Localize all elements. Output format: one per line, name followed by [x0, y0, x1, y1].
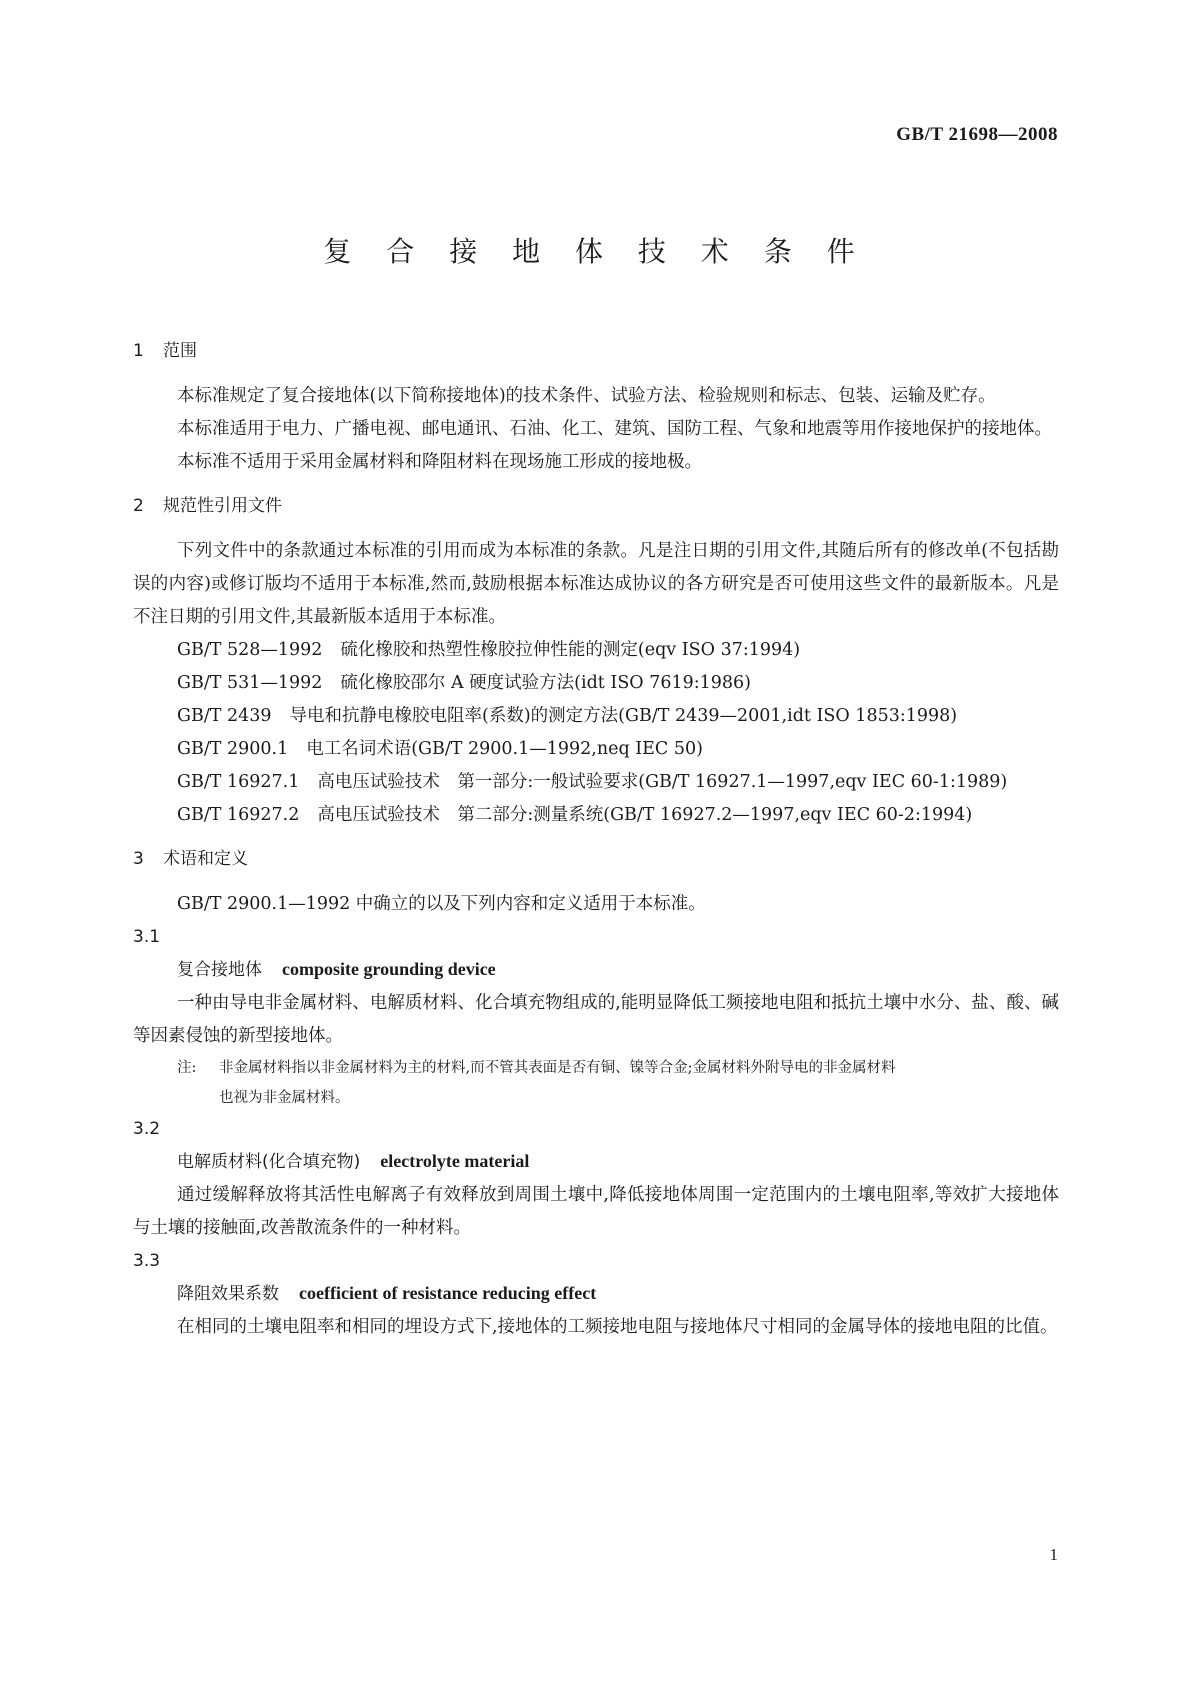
reference-code: GB/T 16927.1: [177, 772, 300, 792]
reference-title: 导电和抗静电橡胶电阻率(系数)的测定方法(GB/T 2439—2001,idt ISO 1853:1998): [289, 706, 958, 726]
note-label: 注:: [177, 1060, 197, 1076]
reference-item: [133, 733, 1059, 766]
term-entry: [133, 953, 1059, 987]
term-english: composite grounding device: [282, 959, 496, 979]
page-number: 1: [1049, 1545, 1058, 1564]
reference-item: [133, 700, 1059, 733]
paragraph: 下列文件中的条款通过本标准的引用而成为本标准的条款。凡是注日期的引用文件,其随后所有的修改单(不包括勘误的内容)或修订版均不适用于本标准,然而,鼓励根据本标准达成协议的各方研究是否可使用这些文件的最新版本。凡是不注日期的引用文件,其最新版本适用于本标准。: [133, 541, 1059, 627]
paragraph: 本标准规定了复合接地体(以下简称接地体)的技术条件、试验方法、检验规则和标志、包装、运输及贮存。: [177, 386, 996, 406]
term-english: electrolyte material: [380, 1151, 530, 1171]
paragraph: 本标准适用于电力、广播电视、邮电通讯、石油、化工、建筑、国防工程、气象和地震等用作接地保护的接地体。: [177, 419, 1052, 439]
section-2-heading: [133, 491, 1059, 521]
section-title: 术语和定义: [163, 849, 248, 869]
term-definition: 通过缓解释放将其活性电解离子有效释放到周围土壤中,降低接地体周围一定范围内的土壤电阻率,等效扩大接地体与土壤的接触面,改善散流条件的一种材料。: [133, 1185, 1059, 1238]
reference-item: [133, 634, 1059, 667]
section-number: 2: [133, 496, 144, 516]
document-title: 复 合 接 地 体 技 术 条 件: [323, 235, 868, 268]
reference-title: 硫化橡胶邵尔 A 硬度试验方法(idt ISO 7619:1986): [340, 673, 752, 693]
note-text-continued: 也视为非金属材料。: [219, 1090, 350, 1106]
section-number: 3: [133, 849, 144, 869]
reference-code: GB/T 16927.2: [177, 805, 300, 825]
reference-item: [133, 766, 1059, 799]
reference-title: 硫化橡胶和热塑性橡胶拉伸性能的测定(eqv ISO 37:1994): [340, 640, 801, 660]
paragraph: GB/T 2900.1—1992 中确立的以及下列内容和定义适用于本标准。: [177, 894, 706, 914]
note-text: 非金属材料指以非金属材料为主的材料,而不管其表面是否有铜、镍等合金;金属材料外附导电的非金属材料: [219, 1060, 896, 1076]
paragraph: 本标准不适用于采用金属材料和降阻材料在现场施工形成的接地极。: [177, 452, 702, 472]
term-chinese: 降阻效果系数: [177, 1284, 279, 1304]
term-entry: [133, 1145, 1059, 1179]
term-chinese: 电解质材料(化合填充物): [177, 1152, 361, 1172]
reference-title: 高电压试验技术 第二部分:测量系统(GB/T 16927.2—1997,eqv IEC 60-2:1994): [317, 805, 973, 825]
reference-title: 高电压试验技术 第一部分:一般试验要求(GB/T 16927.1—1997,eqv IEC 60-1:1989): [317, 772, 1008, 792]
reference-item: [133, 667, 1059, 700]
clause-number: 3.3: [133, 1251, 161, 1271]
reference-item: [133, 799, 1059, 832]
reference-code: GB/T 2439: [177, 706, 272, 726]
reference-title: 电工名词术语(GB/T 2900.1—1992,neq IEC 50): [306, 739, 703, 759]
section-number: 1: [133, 341, 144, 361]
reference-code: GB/T 2900.1: [177, 739, 289, 759]
reference-code: GB/T 531—1992: [177, 673, 323, 693]
section-3-heading: [133, 844, 1059, 874]
note: [133, 1053, 1059, 1113]
reference-code: GB/T 528—1992: [177, 640, 323, 660]
term-definition: 在相同的土壤电阻率和相同的埋设方式下,接地体的工频接地电阻与接地体尺寸相同的金属导体的接地电阻的比值。: [177, 1317, 1058, 1337]
term-entry: [133, 1277, 1059, 1311]
section-title: 范围: [163, 341, 197, 361]
section-title: 规范性引用文件: [163, 496, 282, 516]
standard-code: GB/T 21698—2008: [896, 124, 1058, 145]
section-1-heading: [133, 336, 1059, 366]
document-body: [133, 336, 1059, 1344]
term-definition: 一种由导电非金属材料、电解质材料、化合填充物组成的,能明显降低工频接地电阻和抵抗土壤中水分、盐、酸、碱等因素侵蚀的新型接地体。: [133, 993, 1059, 1046]
term-chinese: 复合接地体: [177, 960, 262, 980]
clause-number: 3.2: [133, 1119, 161, 1139]
clause-number: 3.1: [133, 927, 161, 947]
term-english: coefficient of resistance reducing effect: [299, 1283, 597, 1303]
